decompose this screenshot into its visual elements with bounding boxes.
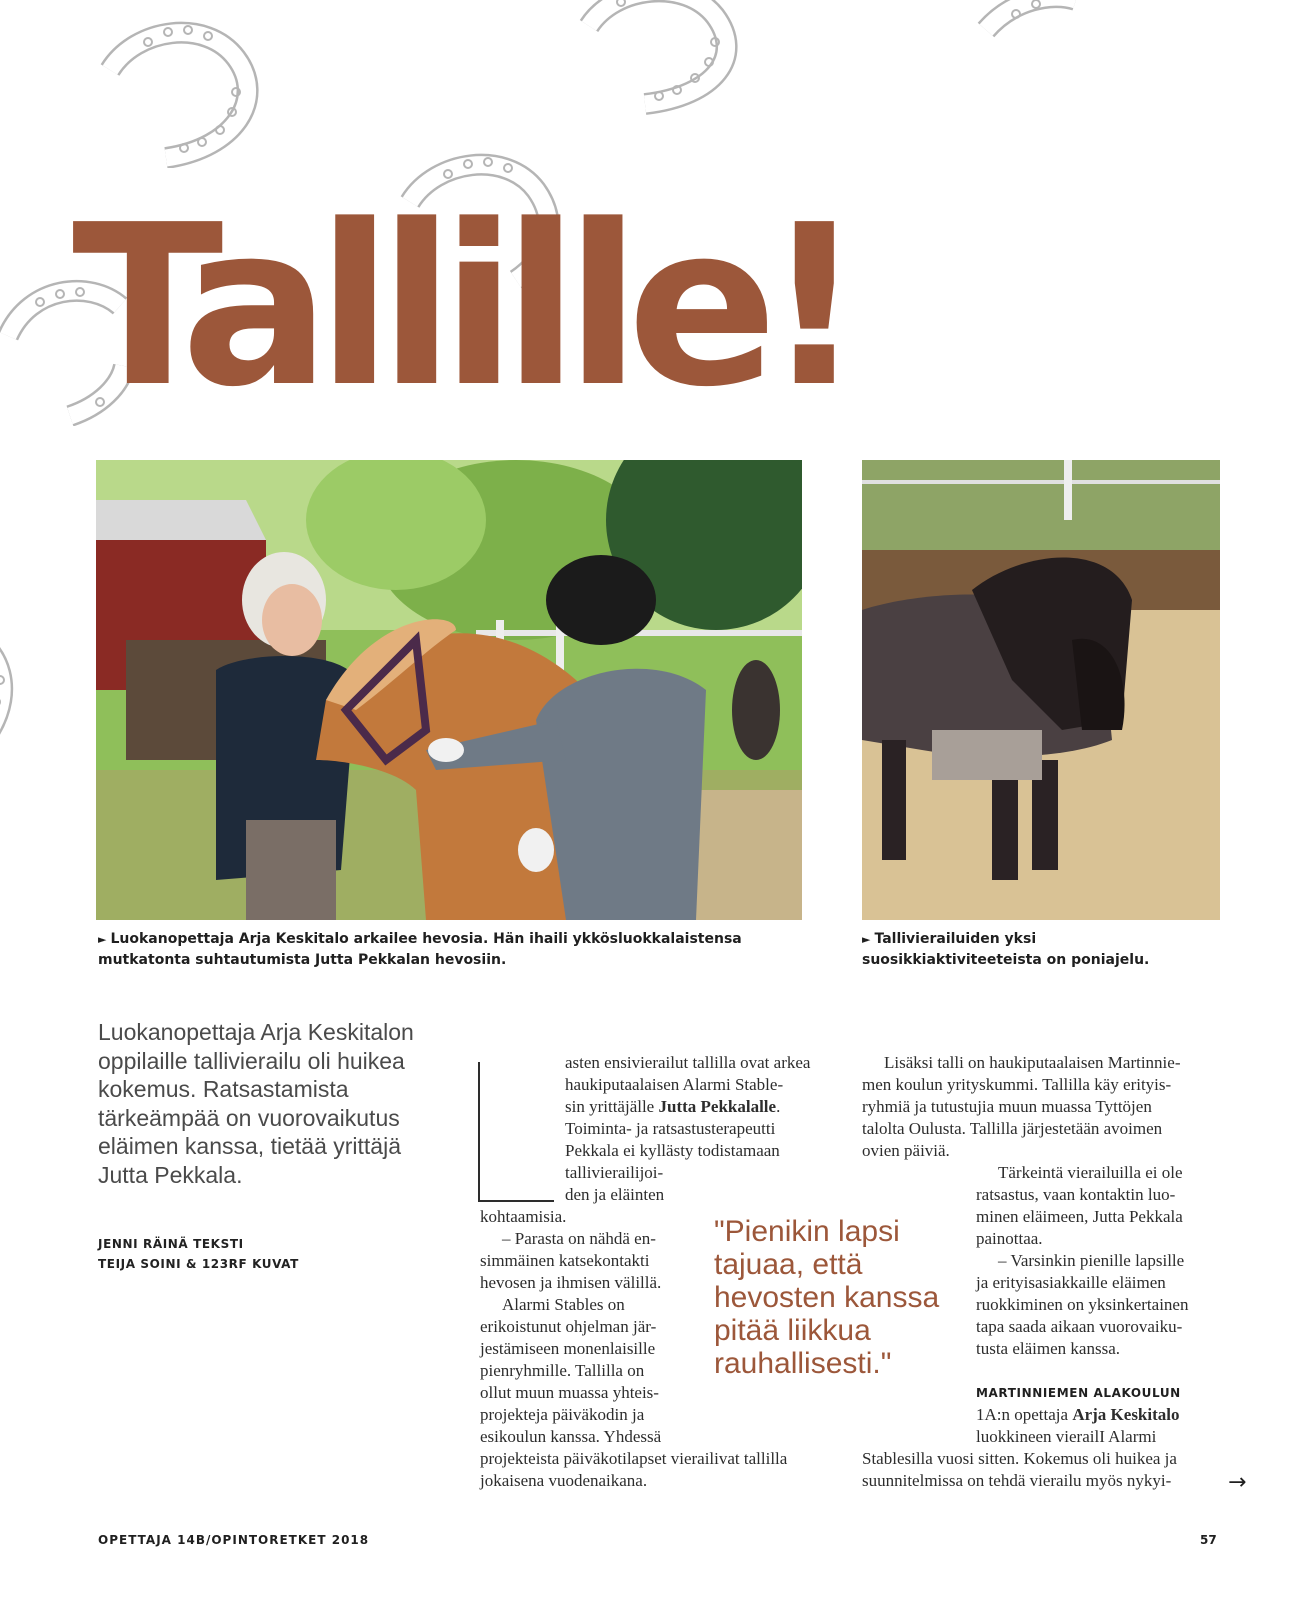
headline: Tallille! <box>72 178 851 436</box>
body-line: Stablesilla vuosi sitten. Kokemus oli huikea ja <box>862 1449 1177 1468</box>
caption-marker-icon: ► <box>862 933 871 946</box>
body-column-2 <box>976 1162 1188 1360</box>
body-column-1-top <box>565 1052 810 1206</box>
body-line: haukiputaalaisen Alarmi Stable- <box>565 1075 784 1094</box>
body-line: sin yrittäjälle Jutta Pekkalalle. <box>565 1097 781 1116</box>
photo-pony <box>862 460 1220 920</box>
body-line: talolta Oulusta. Tallilla järjestetään avoimen <box>862 1119 1163 1138</box>
body-line: jestämiseen monenlaisille <box>480 1339 656 1358</box>
body-column-2-bottom <box>976 1404 1180 1448</box>
name-jutta: Jutta Pekkalalle <box>658 1097 777 1116</box>
body-line: tapa saada aikaan vuorovaiku- <box>976 1317 1183 1336</box>
body-line: Tärkeintä vierailuilla ei ole <box>998 1163 1183 1182</box>
body-column-2-top <box>862 1052 1180 1162</box>
body-line: simmäinen katsekontakti <box>480 1251 650 1270</box>
credit-photos: TEIJA SOINI & 123RF KUVAT <box>98 1257 299 1271</box>
page-number: 57 <box>1200 1533 1217 1547</box>
body-line: pienryhmille. Tallilla on <box>480 1361 645 1380</box>
body-line: ryhmiä ja tutustujia muun muassa Tyttöjen <box>862 1097 1152 1116</box>
body-line: Pekkala ei kyllästy todistamaan <box>565 1141 780 1160</box>
pull-quote: "Pienikin lapsi tajuaa, että hevosten kanssa pitää liikkua rauhallisesti." <box>714 1215 940 1380</box>
photo-woman-and-horse <box>96 460 802 920</box>
photo-caption-left <box>98 929 798 970</box>
body-line: Toiminta- ja ratsastusterapeutti <box>565 1119 776 1138</box>
body-line: projekteja päiväkodin ja <box>480 1405 645 1424</box>
body-line: luokkineen vierailI Alarmi <box>976 1427 1157 1446</box>
body-line: suunnitelmissa on tehdä vierailu myös nykyi- <box>862 1471 1172 1490</box>
horseshoe-icon <box>96 8 266 168</box>
body-line: erikoistunut ohjelman jär- <box>480 1317 657 1336</box>
body-line: 1A:n opettaja Arja Keskitalo <box>976 1405 1180 1424</box>
continue-arrow-icon: → <box>1228 1470 1247 1495</box>
body-line: – Parasta on nähdä en- <box>502 1229 656 1248</box>
body-line: – Varsinkin pienille lapsille <box>998 1251 1185 1270</box>
photo-caption-right <box>862 929 1202 970</box>
body-line: asten ensivierailut tallilla ovat arkea <box>565 1053 811 1072</box>
body-line: tallivierailijoi- <box>565 1163 664 1182</box>
body-line: ollut muun muassa yhteis- <box>480 1383 659 1402</box>
body-line: den ja eläinten <box>565 1185 665 1204</box>
article-credits <box>98 1234 299 1274</box>
body-line: ratsastus, vaan kontaktin luo- <box>976 1185 1176 1204</box>
article-lead: Luokanopettaja Arja Keskitalon oppilaille tallivierailu oli huikea kokemus. Ratsastamista tärkeämpää on vuorovaikutus eläimen kanssa, tietää yrittäjä Jutta Pekkala. <box>98 1019 414 1188</box>
horseshoe-icon <box>972 0 1082 56</box>
dropcap-letter-base <box>478 1200 554 1202</box>
section-subhead: MARTINNIEMEN ALAKOULUN <box>976 1386 1181 1400</box>
body-column-2-end <box>862 1448 1177 1492</box>
caption-text: Tallivierailuiden yksi suosikkiaktiviteeteista on poniajelu. <box>862 931 1150 968</box>
body-line: hevosen ja ihmisen välillä. <box>480 1273 662 1292</box>
footer-publication: OPETTAJA 14B/OPINTORETKET 2018 <box>98 1533 370 1547</box>
body-line: projekteista päiväkotilapset vierailivat tallilla <box>480 1449 788 1468</box>
body-line: painottaa. <box>976 1229 1043 1248</box>
body-line: tusta eläimen kanssa. <box>976 1339 1120 1358</box>
body-line: esikoulun kanssa. Yhdessä <box>480 1427 662 1446</box>
body-line: minen eläimeen, Jutta Pekkala <box>976 1207 1183 1226</box>
horseshoe-icon <box>0 630 20 740</box>
dropcap-letter <box>478 1062 480 1202</box>
caption-text: Luokanopettaja Arja Keskitalo arkailee hevosia. Hän ihaili ykkösluokkalaistensa mutkatonta suhtautumista Jutta Pekkalan hevosiin. <box>98 931 742 968</box>
body-line: ovien päiviä. <box>862 1141 950 1160</box>
body-line: men koulun yrityskummi. Tallilla käy erityis- <box>862 1075 1172 1094</box>
body-line: ja erityisasiakkaille eläimen <box>976 1273 1166 1292</box>
body-line: Lisäksi talli on haukiputaalaisen Martinnie- <box>884 1053 1181 1072</box>
body-line: Alarmi Stables on <box>502 1295 625 1314</box>
body-line: jokaisena vuodenaikana. <box>480 1471 648 1490</box>
credit-text: JENNI RÄINÄ TEKSTI <box>98 1237 244 1251</box>
horseshoe-icon <box>575 0 745 126</box>
body-line: ruokkiminen on yksinkertainen <box>976 1295 1189 1314</box>
caption-marker-icon: ► <box>98 933 107 946</box>
body-line: kohtaamisia. <box>480 1207 567 1226</box>
name-arja: Arja Keskitalo <box>1072 1405 1180 1424</box>
